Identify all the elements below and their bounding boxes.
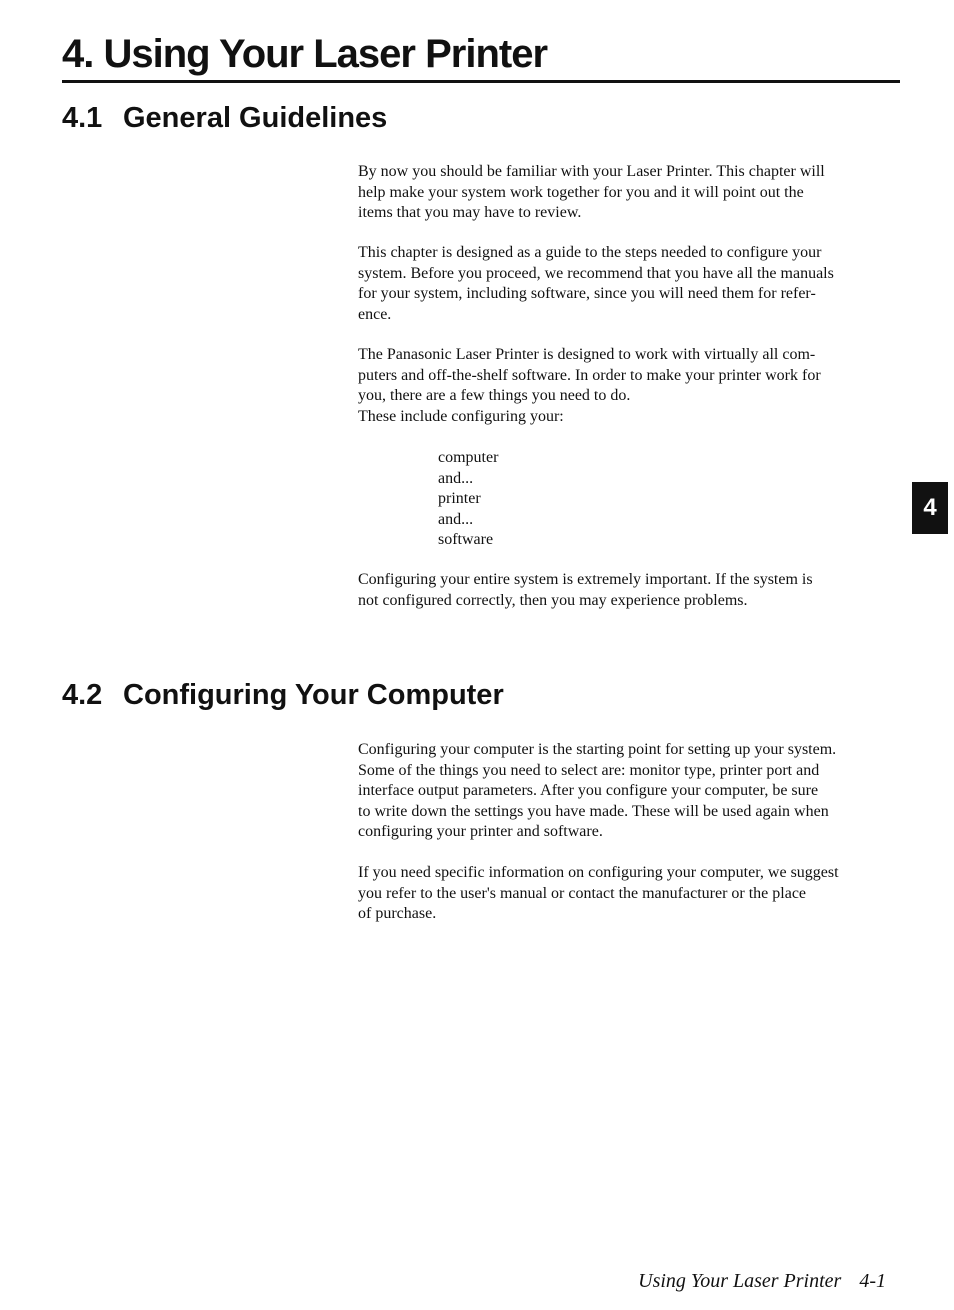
list-item: software — [438, 531, 494, 548]
section-heading-configuring-your-computer — [62, 677, 504, 713]
text-line: Configuring your entire system is extremely important. If the system is — [358, 571, 813, 588]
text-line: you, there are a few things you need to do. — [358, 387, 631, 404]
section-number: 4.2 — [62, 679, 103, 711]
text-line: If you need specific information on configuring your computer, we suggest — [358, 864, 839, 881]
text-line: puters and off-the-shelf software. In order to make your printer work for — [358, 366, 821, 384]
config-list — [438, 448, 498, 551]
text-line: ence. — [358, 305, 392, 323]
text-line: items that you may have to review. — [358, 204, 582, 221]
paragraph — [358, 243, 899, 325]
text-line: By now you should be familiar with your Laser Printer. This chapter will — [358, 163, 825, 180]
text-line: to write down the settings you have made. These will be used again when — [358, 802, 829, 820]
text-line: help make your system work together for you and it will point out the — [358, 183, 804, 201]
section-title: General Guidelines — [123, 102, 388, 134]
text-line: The Panasonic Laser Printer is designed to work with virtually all com- — [358, 346, 816, 363]
section-number: 4.1 — [62, 102, 103, 134]
chapter-title: 4. Using Your Laser Printer — [62, 32, 548, 76]
text-line: Some of the things you need to select are: monitor type, printer port and — [358, 761, 820, 779]
section-title: Configuring Your Computer — [123, 679, 504, 711]
paragraph — [358, 345, 899, 427]
text-line: not configured correctly, then you may experience problems. — [358, 591, 748, 609]
text-line: for your system, including software, since you will need them for refer- — [358, 285, 816, 302]
text-line: These include configuring your: — [358, 407, 564, 425]
chapter-tab-marker: 4 — [912, 482, 948, 534]
list-item: printer — [438, 490, 481, 507]
list-item: and... — [438, 510, 474, 528]
section-heading-general-guidelines — [62, 100, 387, 136]
text-line: of purchase. — [358, 905, 437, 922]
text-line: Configuring your computer is the starting point for setting up your system. — [358, 741, 837, 758]
text-line: you refer to the user's manual or contact the manufacturer or the place — [358, 884, 807, 902]
list-item: and... — [438, 469, 474, 487]
text-line: interface output parameters. After you configure your computer, be sure — [358, 782, 819, 799]
title-rule — [62, 80, 900, 83]
text-line: system. Before you proceed, we recommend that you have all the manuals — [358, 264, 834, 282]
list-item: computer — [438, 449, 499, 466]
paragraph — [358, 740, 899, 843]
footer-text: Using Your Laser Printer — [638, 1270, 842, 1292]
paragraph — [358, 162, 899, 224]
text-line: configuring your printer and software. — [358, 823, 603, 840]
paragraph — [358, 863, 899, 925]
page-number: 4-1 — [859, 1270, 886, 1292]
paragraph — [358, 570, 899, 611]
page-footer — [638, 1268, 886, 1294]
text-line: This chapter is designed as a guide to the steps needed to configure your — [358, 244, 822, 261]
